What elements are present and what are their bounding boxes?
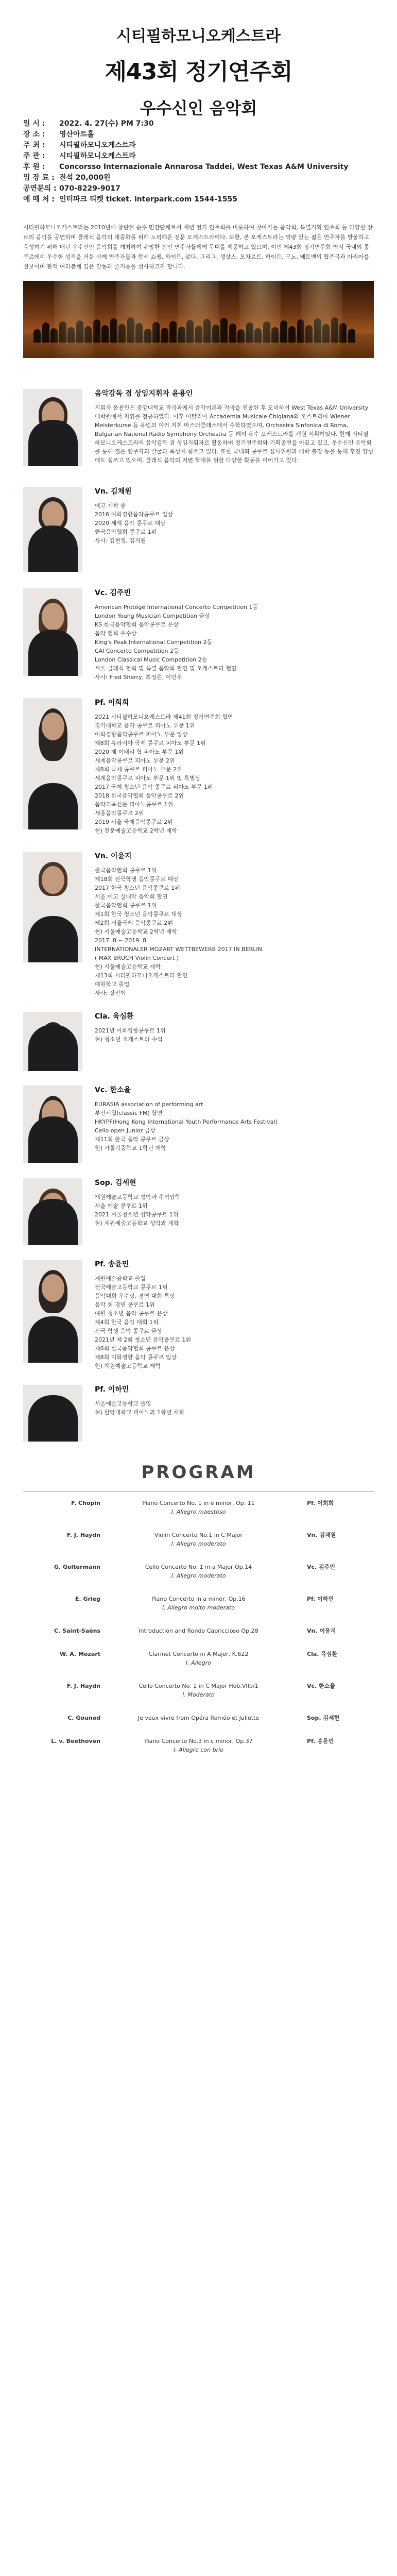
program-movement: I. Allegro maestoso	[171, 1509, 226, 1515]
program-performer: Sop. 김세현	[307, 1715, 340, 1721]
info-label: 주 관 :	[23, 152, 45, 160]
performer-profile	[0, 1086, 397, 1163]
performer-photo	[23, 1178, 82, 1245]
performer-career-line: 한국음악협회 콩쿠르 1위	[95, 867, 157, 874]
conductor-photo	[23, 389, 82, 466]
info-row	[23, 129, 374, 140]
program-performer: Cla. 육심환	[307, 1651, 338, 1657]
performer-career-line: 2017. 8 ~ 2019. 8	[95, 937, 147, 944]
info-value: 인터파크 티켓 ticket. interpark.com 1544-1555	[59, 195, 237, 204]
performer-career-line: 제18회 전국학생 음악콩쿠르 대상	[95, 876, 179, 883]
info-value: 2022. 4. 27(수) PM 7:30	[59, 120, 154, 128]
concert-info	[0, 118, 397, 205]
performer-profile	[0, 1012, 397, 1071]
performer-career-line: 제8회 유라시아 국제 콩쿠르 피아노 부문 1위	[95, 740, 206, 747]
performer-name: Vc. 김주빈	[95, 589, 131, 597]
orchestra-intro: 시티필하모니오케스트라는 2010년에 창단된 순수 민간단체로서 매년 정기 연주회를 비롯하여 찾아가는 음악회, 특별기획 연주회 등 다양한 장르의 음악을 공연하며 클래식 음악의 대중화를 위해 노력해온 전문 오케스트라이다. 또한, 본 오케스트라는 역량 있는 젊은 연주자를 발굴하고 육성하기 위해 매년 우수신인 음악회를 개최하여 유망한 신인 연주자들에게 무대를 제공하고 있으며, 이번 제43회 정기연주회 역시 국내외 콩쿠르에서 우수한 성적을 거둔 신예 연주자들과 함께 쇼팽, 하이든, 굴다, 그리그, 생상스, 모차르트, 하이든, 구노, 베토벤의 협주곡과 아리아를 선보이며 관객 여러분께 깊은 감동과 즐거움을 선사하고자 합니다.	[23, 224, 373, 270]
info-value: 영산아트홀	[59, 130, 94, 139]
performer-name: Pf. 이하민	[95, 1385, 129, 1394]
program-composer: W. A. Mozart	[60, 1651, 100, 1657]
performer-name: Pf. 송윤민	[95, 1260, 129, 1268]
performer-career-line: 현) 청소년 오케스트라 수석	[95, 1036, 163, 1043]
info-value: 070-8229-9017	[59, 184, 120, 193]
program-performer: Pf. 이희희	[307, 1500, 334, 1506]
performer-photo	[23, 698, 82, 829]
performer-career-line: 사사: 김현정, 김지원	[95, 537, 146, 544]
performer-career-line: 제13회 시티필하모니오케스트라 협연	[95, 972, 188, 979]
performer-career-line: 예고 재학 중	[95, 502, 126, 509]
program-movement: I. Allegro moderato	[171, 1572, 226, 1579]
performer-photo	[23, 1086, 82, 1163]
performer-career-line: 서울예술고등학교 졸업	[95, 1400, 151, 1407]
performer-career-line: 세종음악콩쿠르 2위	[95, 810, 144, 817]
program-item	[23, 1587, 374, 1619]
performer-profile	[0, 698, 397, 835]
program-title: PROGRAM	[141, 1462, 256, 1483]
info-value: 시티필하모니오케스트라	[59, 141, 136, 149]
info-row	[23, 151, 374, 162]
performer-career-line: 제8회 이화경향 음악 콩쿠르 입상	[95, 1354, 177, 1361]
program-item	[23, 1674, 374, 1706]
performer-career-line: 현) 가톨릭중학교 1학년 재학	[95, 1145, 166, 1151]
performer-career-line: 전국예술고등학교 콩쿠르 1위	[95, 1284, 168, 1291]
program-item	[23, 1730, 374, 1761]
performer-career-line: 현) 계원예술고등학교 성악과 재학	[95, 1220, 179, 1227]
performer-career-line: 2021년 이화경향콩쿠르 1위	[95, 1027, 166, 1034]
info-label: 공연문의 :	[23, 184, 57, 193]
performer-photo	[23, 1012, 82, 1071]
performer-profile	[0, 487, 397, 572]
performer-name: Vc. 한소율	[95, 1086, 131, 1094]
info-row	[23, 194, 374, 205]
performer-career-line: 제1회 한국 청소년 음악콩쿠르 대상	[95, 911, 182, 918]
performer-career-line: 이화경향음악콩쿠르 피아노 부문 입상	[95, 731, 188, 738]
info-row	[23, 173, 374, 183]
performer-career-line: 음악교육신문 피아노콩쿠르 1위	[95, 801, 174, 808]
program-movement: I. Allegro	[186, 1659, 211, 1666]
program-performer: Vc. 김주빈	[307, 1564, 335, 1570]
performer-name: Sop. 김세현	[95, 1179, 136, 1187]
performer-career-line: 제11회 한국 음악 콩쿠르 금상	[95, 1136, 169, 1143]
performer-profile	[0, 1385, 397, 1442]
performer-career-line: KS 한국음악협회 음악콩쿠르 은상	[95, 621, 179, 628]
performer-career-line: 2021 서울청소년 성악콩쿠르 1위	[95, 1211, 179, 1218]
performer-name: Pf. 이희희	[95, 699, 129, 707]
performer-career-line: 제6회 한국음악협회 콩쿠르 은상	[95, 1345, 175, 1352]
performer-photo	[23, 1260, 82, 1363]
performer-career-line: 한국음악협회 콩쿠르 1위	[95, 529, 157, 535]
info-label: 장 소 :	[23, 130, 45, 139]
program-performer: Pf. 송윤민	[307, 1738, 334, 1744]
performer-career-line: EURASIA association of performing art	[95, 1101, 203, 1108]
program-composer: E. Grieg	[75, 1596, 100, 1602]
info-label: 주 최 :	[23, 141, 45, 149]
performer-profile	[0, 1260, 397, 1370]
performer-career-line: 현) 서울예술고등학교 재학	[95, 963, 161, 970]
program-movement: I. Allegro con brio	[174, 1747, 223, 1753]
performer-name: Cla. 육심환	[95, 1012, 134, 1021]
performer-career-line: 2021 시티필하모니오케스트라 제41회 정기연주회 협연	[95, 714, 233, 720]
orchestra-photo	[23, 281, 374, 358]
performer-career-line: CAI Concerto Competition 2등	[95, 648, 179, 654]
performer-career-line: King's Peak International Competition 2등	[95, 639, 213, 646]
conductor-name: 음악감독 겸 상임지휘자 윤용인	[95, 389, 193, 398]
performer-career-line: HKYPF(Hong Kong International Youth Performance Arts Festival)	[95, 1118, 278, 1125]
concert-subtitle: 우수신인 음악회	[140, 98, 257, 118]
program-item	[23, 1492, 374, 1523]
concert-title: 제43회 정기연주회	[105, 59, 292, 85]
performer-career-line: 사사: Fred Sherry, 최정은, 이민우	[95, 674, 182, 681]
performer-career-line: 예원학교 졸업	[95, 981, 130, 988]
program-item	[23, 1523, 374, 1555]
program-composer: C. Gounod	[67, 1715, 100, 1721]
program-list	[0, 1492, 397, 1761]
performer-career-line: 현) 한양대학교 피아노과 1학년 재학	[95, 1409, 185, 1416]
conductor-profile	[0, 389, 397, 466]
performer-career-line: 2016 이화경향음악콩쿠르 입상	[95, 511, 173, 518]
performer-career-line: 부산시립(classic FM) 협연	[95, 1110, 163, 1116]
program-performer: Pf. 이하민	[307, 1596, 334, 1602]
performer-name: Vn. 김채원	[95, 487, 132, 496]
program-work: Je veux vivre from Opéra Roméo et Juliette	[137, 1715, 260, 1721]
performer-career-line: 2018 한국음악협회 음악콩쿠르 2위	[95, 792, 184, 799]
program-movement: I. Allegro molto moderato	[162, 1604, 235, 1611]
performer-career-line: 세계음악콩쿠르 피아노 부문 2위	[95, 757, 175, 764]
orchestra-name: 시티필하모니오케스트라	[116, 27, 281, 45]
program-performer: Vn. 김채원	[307, 1532, 336, 1538]
performer-career-line: 음악 협회 우수상	[95, 630, 137, 637]
program-work: Clarinet Concerto in A Major, K.622	[148, 1651, 249, 1657]
performer-photo	[23, 487, 82, 572]
conductor-bio: 지휘자 윤용인은 중앙대학교 작곡과에서 음악이론과 작곡을 전공한 후 도미하여 West Texas A&M University 대학원에서 지휘를 전공하였다. 이후 이탈리아 Accademia Musicale Chigiana와 오스트리아 Wiener Meisterkurse 등 유럽의 여러 지휘 마스터클래스에서 수학하였으며, Orchestra Sinfonica di Roma, Bulgarian National Radio Symphony Orchestra 등 해외 유수 오케스트라를 객원 지휘하였다. 현재 시티필하모니오케스트라의 음악감독 겸 상임지휘자로 활동하며 정기연주회와 기획공연을 이끌고 있고, 우수신인 음악회를 통해 젊은 연주자의 발굴과 육성에 힘쓰고 있다. 또한 국내외 콩쿠르 심사위원과 대학 출강 등을 통해 후진 양성에도 힘쓰고 있으며, 클래식 음악의 저변 확대를 위한 다양한 활동을 이어가고 있다.	[95, 404, 374, 464]
program-item	[23, 1642, 374, 1674]
performer-career-line: London Young Musician Competition 금상	[95, 613, 210, 619]
performer-career-line: 서울 예술 콩쿠르 1위	[95, 1202, 148, 1209]
program-composer: G. Goltermann	[54, 1564, 100, 1570]
program-movement: I. Moderato	[182, 1691, 215, 1698]
performer-career-line: 2020 세계 음악 콩쿠르 대상	[95, 520, 166, 527]
performer-career-line: 현) 서울예술고등학교 2학년 재학	[95, 928, 177, 935]
performer-career-line: 전국 학생 음악 콩쿠르 금상	[95, 1328, 162, 1334]
performer-career-line: 계원예술중학교 졸업	[95, 1275, 146, 1282]
info-label: 예 매 처 :	[23, 195, 55, 204]
performer-career-line: 2017 국제 청소년 음악 콩쿠르 피아노 부문 1위	[95, 784, 213, 790]
program-work: Violin Concerto No.1 in C Major	[154, 1532, 243, 1538]
info-value: 전석 20,000원	[59, 174, 111, 182]
program-work: Cello Concerto No. 1 in a Major Op.14	[145, 1564, 252, 1570]
performer-photo	[23, 852, 82, 962]
program-composer: F. J. Haydn	[66, 1683, 100, 1689]
program-composer: C. Saint-Saëns	[54, 1628, 100, 1634]
performer-career-line: 서울 클래식 협회 및 특별 음악회 협연 및 오케스트라 협연	[95, 665, 237, 672]
performer-career-line: 사사: 장진이	[95, 990, 126, 996]
performer-career-line: 예원 청소년 음악 콩쿠르 은상	[95, 1310, 168, 1317]
program-composer: F. Chopin	[71, 1500, 100, 1506]
performer-career-line: 현) 전문예술고등학교 2학년 재학	[95, 827, 177, 834]
program-movement: I. Allegro moderato	[171, 1540, 226, 1547]
info-label: 후 원 :	[23, 163, 45, 171]
performer-career-line: 2017 한국 청소년 음악콩쿠르 1위	[95, 885, 180, 891]
performer-profile	[0, 852, 397, 997]
program-work: Piano Concerto in a minor, Op.16	[151, 1596, 246, 1602]
program-work: Cello Concerto No. 1 in C Major Hob.VIIb/1	[139, 1683, 258, 1689]
program-work: Introduction and Rondo Capriccioso Op.28	[139, 1628, 258, 1634]
program-item	[23, 1706, 374, 1730]
performer-career-line: INTERNATIONALER MOZART WETTBEWERB 2017 IN BERLIN	[95, 946, 262, 953]
performer-career-line: 한국음악협회 콩쿠르 1위	[95, 902, 157, 909]
performer-career-line: 세계음악콩쿠르 피아노 부문 1위 및 특별상	[95, 775, 201, 782]
poster-header	[0, 0, 397, 118]
performer-career-line: 음악대회 우수상, 경연 대회 특상	[95, 1293, 175, 1299]
performer-career-line: ( MAX BRUCH Violin Concert )	[95, 955, 179, 961]
program-item	[23, 1619, 374, 1642]
performer-career-line: 경기대학교 음악 콩쿠르 피아노 부문 1위	[95, 722, 195, 729]
performer-profile	[0, 1178, 397, 1245]
performer-career-line: Cello open Junior 금상	[95, 1127, 156, 1134]
info-row	[23, 183, 374, 194]
performer-career-line: 현) 계원예술고등학교 재학	[95, 1363, 161, 1369]
performer-career-line: 2020 제 이태리 협 피아노 부문 1위	[95, 749, 184, 755]
info-row	[23, 118, 374, 129]
performer-career-line: 2019 서울 국제음악콩쿠르 2위	[95, 819, 173, 825]
performer-career-line: 제8회 국제 콩쿠르 피아노 부문 2위	[95, 766, 182, 773]
program-work: Piano Concerto No. 1 in e minor, Op. 11	[142, 1500, 255, 1506]
info-label: 일 시 :	[23, 120, 45, 128]
info-value: 시티필하모니오케스트라	[59, 152, 136, 160]
performer-career-line: 제4회 한국 음악 대회 1위	[95, 1319, 159, 1326]
performer-career-line: 2021년 제 2회 청소년 음악콩쿠르 1위	[95, 1336, 191, 1343]
program-performer: Vn. 이윤지	[307, 1628, 336, 1634]
info-value: Concorsso Internazionale Annarosa Taddei, West Texas A&M University	[59, 163, 349, 171]
performer-career-line: 계원예술고등학교 성악과 수석입학	[95, 1194, 181, 1200]
program-item	[23, 1555, 374, 1587]
performer-photo	[23, 1385, 82, 1442]
performer-name: Vn. 이윤지	[95, 852, 132, 860]
performer-career-line: London Classical Music Competition 2등	[95, 656, 208, 663]
performer-career-line: 서울 예고 실내악 음악회 협연	[95, 893, 168, 900]
performer-photo	[23, 588, 82, 676]
program-performer: Vc. 한소율	[307, 1683, 335, 1689]
performer-profile	[0, 588, 397, 682]
performer-career-line: American Protégé International Concerto Competition 1등	[95, 604, 258, 611]
program-composer: L. v. Beethoven	[51, 1738, 100, 1744]
info-row	[23, 162, 374, 173]
program-composer: F. J. Haydn	[66, 1532, 100, 1538]
info-label: 입 장 료 :	[23, 174, 55, 182]
info-row	[23, 140, 374, 151]
program-work: Piano Concerto No.3 in c minor, Op.37	[144, 1738, 253, 1744]
performer-career-line: 음악 회 경연 콩쿠르 1위	[95, 1301, 155, 1308]
performer-career-line: 제2회 서울국제 음악콩쿠르 2위	[95, 920, 173, 926]
